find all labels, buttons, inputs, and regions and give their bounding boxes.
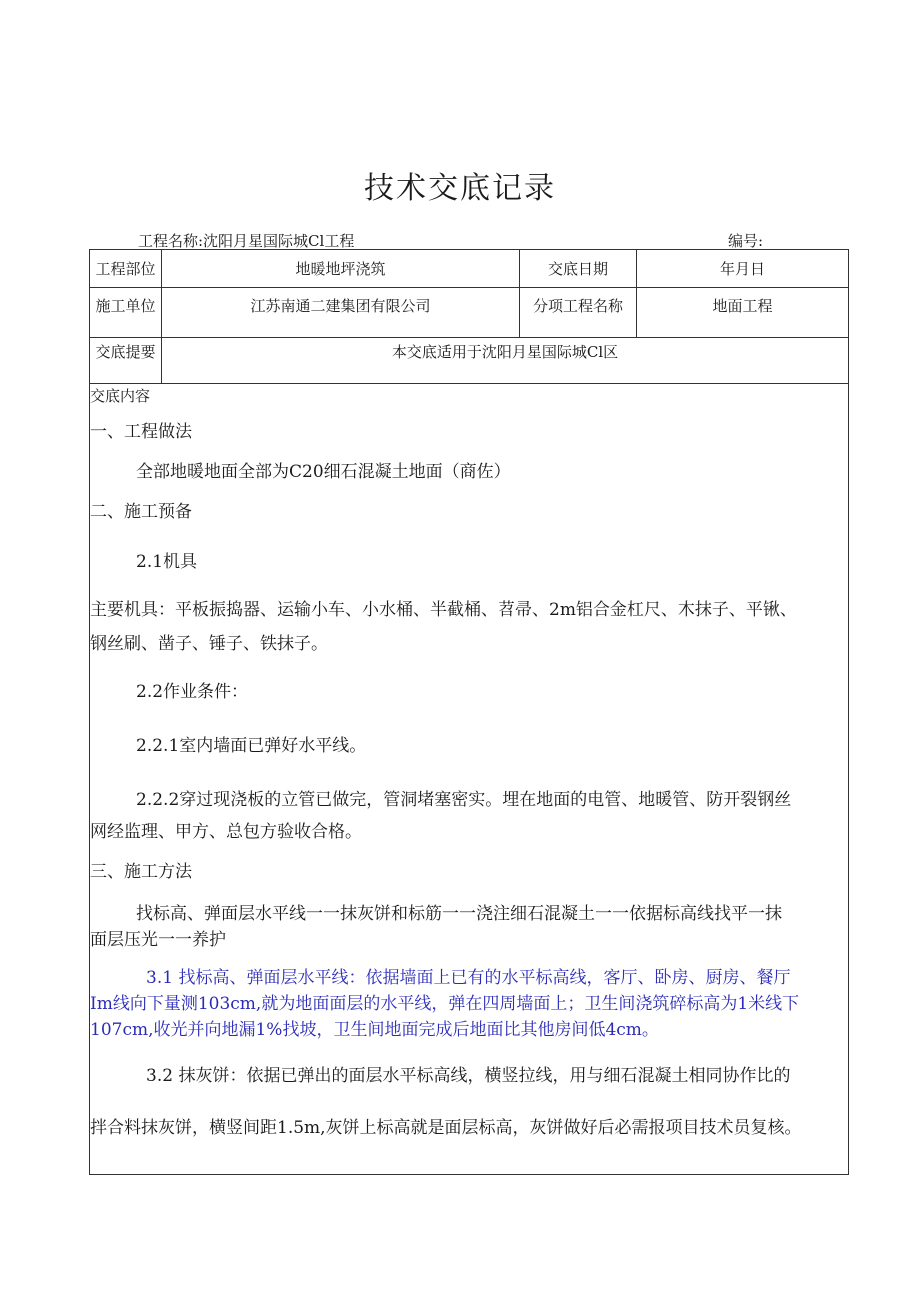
- content-heading: 交底内容: [90, 387, 151, 405]
- value-summary: 本交底适用于沈阳月星国际城Cl区: [391, 343, 619, 361]
- tools-line-2: 钢丝刷、凿子、锤子、铁抹子。: [90, 634, 328, 654]
- section-2-2-1: 2.2.1室内墙面已弹好水平线。: [136, 736, 367, 756]
- label-project-part: 工程部位: [90, 250, 162, 287]
- section-2-title: 二、施工预备: [90, 502, 192, 522]
- label-summary: 交底提要: [90, 337, 162, 383]
- label-handover-date: 交底日期: [520, 250, 637, 287]
- section-3-title: 三、施工方法: [90, 862, 192, 882]
- record-table: [89, 249, 849, 1175]
- section-2-2-2-line-2: 网经监理、甲方、总包方验收合格。: [90, 822, 362, 842]
- number-label: 编号:: [728, 232, 764, 250]
- section-1-title: 一、工程做法: [90, 422, 192, 442]
- section-3-1-line-1: 3.1 找标高、弹面层水平线：依据墙面上已有的水平标高线，客厅、卧房、厨房、餐厅: [146, 968, 791, 988]
- section-2-2: 2.2作业条件：: [136, 682, 249, 702]
- document-title: 技术交底记录: [364, 171, 556, 206]
- section-3-2-line-1: 3.2 抹灰饼：依据已弹出的面层水平标高线，横竖拉线，用与细石混凝土相同协作比的: [146, 1066, 791, 1086]
- value-sub-project: 地面工程: [712, 297, 773, 315]
- tools-line-1: 主要机具：平板振捣器、运输小车、小水桶、半截桶、苕帚、2m铝合金杠尺、木抹子、平锹、: [90, 600, 797, 620]
- table-row-1: [90, 250, 848, 288]
- table-row-2: [90, 287, 848, 338]
- flow-line-2: 面层压光一一养护: [90, 930, 226, 950]
- value-construction-unit: 江苏南通二建集团有限公司: [162, 287, 520, 337]
- value-project-part: 地暖地坪浇筑: [162, 250, 520, 287]
- project-name-label: 工程名称:沈阳月星国际城Cl工程: [138, 232, 355, 250]
- section-1-text: 全部地暖地面全部为C20细石混凝土地面（商佐）: [136, 462, 511, 482]
- label-sub-project: 分项工程名称: [520, 287, 637, 337]
- value-handover-date: 年月日: [719, 260, 765, 278]
- section-2-2-2-line-1: 2.2.2穿过现浇板的立管已做完，管洞堵塞密实。埋在地面的电管、地暖管、防开裂钢丝: [136, 790, 792, 810]
- section-3-1-line-3: 107cm,收光并向地漏1%找坡，卫生间地面完成后地面比其他房间低4cm。: [90, 1020, 659, 1040]
- section-3-2-line-2: 拌合料抹灰饼，横竖间距1.5m,灰饼上标高就是面层标高，灰饼做好后必需报项目技术员复核。: [90, 1118, 802, 1138]
- label-construction-unit: 施工单位: [90, 287, 162, 337]
- section-3-1-line-2: Im线向下量测103cm,就为地面面层的水平线，弹在四周墙面上；卫生间浇筑碎标高为1米线下: [90, 994, 800, 1014]
- section-2-1: 2.1机具: [136, 552, 198, 572]
- table-row-3: [90, 337, 848, 384]
- flow-line-1: 找标高、弹面层水平线一一抹灰饼和标筋一一浇注细石混凝土一一依据标高线找平一抹: [136, 904, 782, 924]
